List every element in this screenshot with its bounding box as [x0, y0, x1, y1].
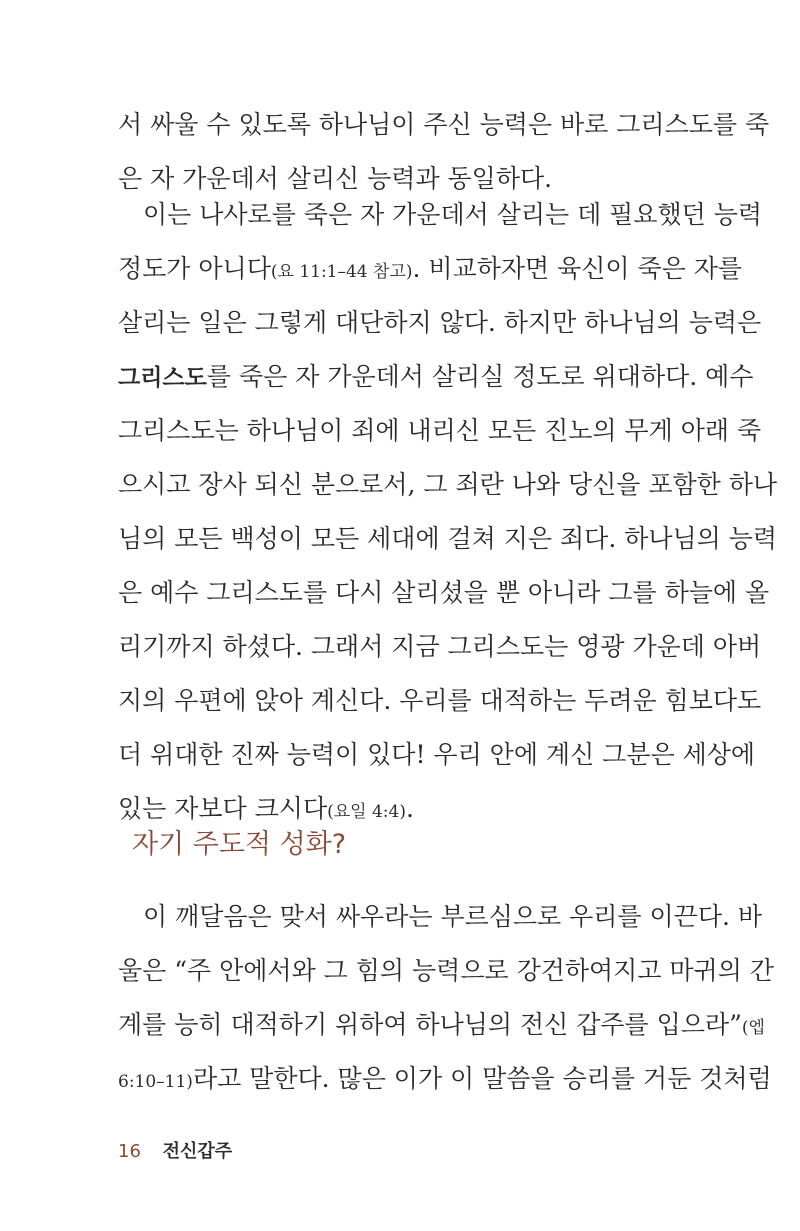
scripture-reference: (엡: [741, 1018, 765, 1038]
text-line: 이는 나사로를 죽은 자 가운데서 살리는 데 필요했던 능력: [143, 200, 763, 229]
text-line: 은 예수 그리스도를 다시 살리셨을 뿐 아니라 그를 하늘에 올: [118, 578, 770, 607]
emphasis-text: 그리스도: [118, 365, 207, 391]
text-segment: 계를 능히 대적하기 위하여 하나님의 전신 갑주를 입으라”: [118, 1010, 742, 1039]
text-segment: 를 죽은 자 가운데서 살리실 정도로 위대하다. 예수: [206, 362, 754, 391]
text-line: 지의 우편에 앉아 계신다. 우리를 대적하는 두려운 힘보다도: [118, 686, 762, 715]
section-heading: 자기 주도적 성화?: [132, 829, 347, 860]
scripture-reference: 6:10–11): [118, 1072, 193, 1092]
scripture-reference: (요 11:1–44 참고): [270, 262, 413, 282]
text-segment: . 비교하자면 육신이 죽은 자를: [412, 254, 743, 283]
text-line: 울은 “주 안에서와 그 힘의 능력으로 강건하여지고 마귀의 간: [118, 956, 774, 985]
text-line: 님의 모든 백성이 모든 세대에 걸쳐 지은 죄다. 하나님의 능력: [118, 524, 778, 553]
section-paragraph: [118, 890, 774, 1106]
text-line: 그리스도는 하나님이 죄에 내리신 모든 진노의 무게 아래 죽: [118, 416, 762, 445]
text-segment: .: [405, 794, 414, 823]
text-line: 리기까지 하셨다. 그래서 지금 그리스도는 영광 가운데 아버: [118, 632, 762, 661]
text-line: 이 깨달음은 맞서 싸우라는 부르심으로 우리를 이끈다. 바: [143, 902, 763, 931]
text-line: [118, 242, 743, 296]
page-number: 16: [118, 1141, 141, 1162]
text-line: [118, 1052, 772, 1106]
page-footer: [118, 1137, 232, 1163]
text-segment: 있는 자보다 크시다: [118, 794, 328, 823]
main-paragraph: [118, 188, 778, 836]
text-line: 더 위대한 진짜 능력이 있다! 우리 안에 계신 그분은 세상에: [118, 740, 756, 769]
text-line: 은 자 가운데서 살리신 능력과 동일하다.: [118, 164, 553, 193]
text-line: 으시고 장사 되신 분으로서, 그 죄란 나와 당신을 포함한 하나: [118, 470, 778, 499]
text-segment: 정도가 아니다: [118, 254, 271, 283]
book-title: 전신갑주: [162, 1141, 233, 1162]
text-line: 살리는 일은 그렇게 대단하지 않다. 하지만 하나님의 능력은: [118, 308, 762, 337]
text-line: [118, 350, 754, 404]
text-line: 서 싸울 수 있도록 하나님이 주신 능력은 바로 그리스도를 죽: [118, 110, 770, 139]
scripture-reference: (요일 4:4): [327, 802, 406, 822]
text-segment: 라고 말한다. 많은 이가 이 말씀을 승리를 거둔 것처럼: [192, 1064, 772, 1093]
text-line: [118, 998, 765, 1052]
